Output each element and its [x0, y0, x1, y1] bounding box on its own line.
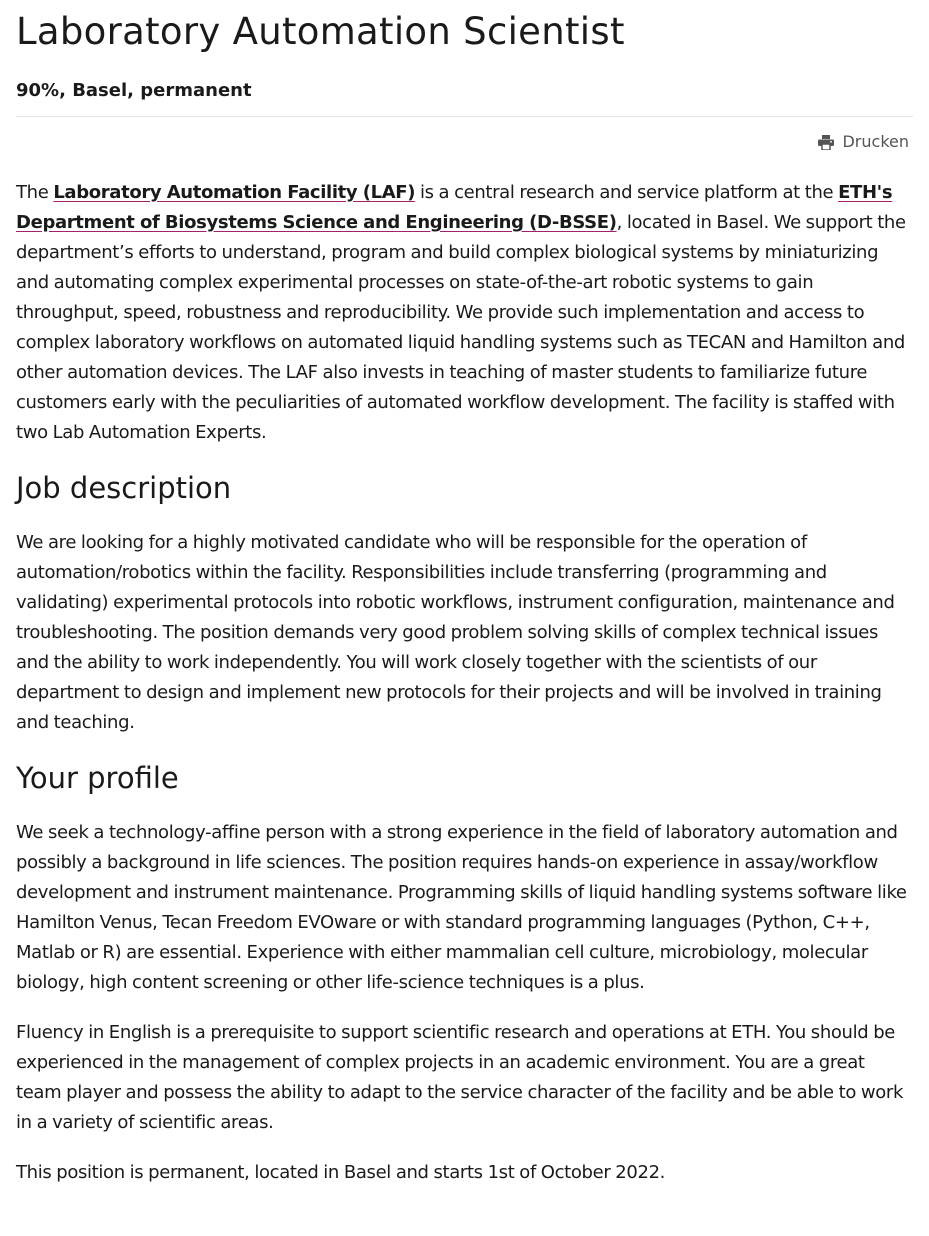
print-label: Drucken [842, 132, 909, 151]
job-posting [0, 10, 929, 1188]
intro-paragraph [16, 178, 913, 448]
dbsse-link[interactable]: ETH's Department of Biosystems Science and Engineering (D-BSSE) [16, 182, 893, 233]
print-row [16, 130, 913, 154]
header-divider [16, 116, 913, 117]
job-description-paragraph: We are looking for a highly motivated candidate who will be responsible for the operation of automation/robotics within the facility. Responsibilities include transferring (programming and validating) experimental protocols into robotic workflows, instrument configuration, maintenance and troubleshooting. The position demands very good problem solving skills of complex technical issues and the ability to work independently. You will work closely together with the scientists of our department to design and implement new protocols for their projects and will be involved in training and teaching. [16, 532, 895, 733]
print-button[interactable] [818, 130, 913, 154]
intro-text-2: is a central research and service platform at the [415, 182, 839, 203]
job-subtitle: 90%, Basel, permanent [16, 80, 252, 101]
profile-paragraph-3: This position is permanent, located in Basel and starts 1st of October 2022. [16, 1162, 666, 1183]
profile-heading: Your profile [16, 761, 179, 795]
job-description-heading: Job description [16, 471, 232, 505]
page-title: Laboratory Automation Scientist [16, 10, 625, 53]
profile-paragraph-2: Fluency in English is a prerequisite to support scientific research and operations at ETH. You should be experienced in the management of complex projects in an academic environment. You are a great team player and possess the ability to adapt to the service character of the facility and be able to work in a variety of scientific areas. [16, 1022, 904, 1133]
laf-link[interactable]: Laboratory Automation Facility (LAF) [53, 182, 416, 203]
printer-icon [818, 135, 834, 150]
intro-text-3: , located in Basel. We support the department’s efforts to understand, program and build complex biological systems by miniaturizing and automating complex experimental processes on state-of-the-art robotic systems to gain throughput, speed, robustness and reproducibility. We provide such implementation and access to complex laboratory workflows on automated liquid handling systems such as TECAN and Hamilton and other automation devices. The LAF also invests in teaching of master students to familiarize future customers early with the peculiarities of automated workflow development. The facility is staffed with two Lab Automation Experts. [16, 212, 906, 443]
intro-text-1: The [16, 182, 54, 203]
profile-paragraph-1: We seek a technology-affine person with a strong experience in the field of laboratory automation and possibly a background in life sciences. The position requires hands-on experience in assay/workflow development and instrument maintenance. Programming skills of liquid handling systems software like Hamilton Venus, Tecan Freedom EVOware or with standard programming languages (Python, C++, Matlab or R) are essential. Experience with either mammalian cell culture, microbiology, molecular biology, high content screening or other life-science techniques is a plus. [16, 822, 907, 993]
